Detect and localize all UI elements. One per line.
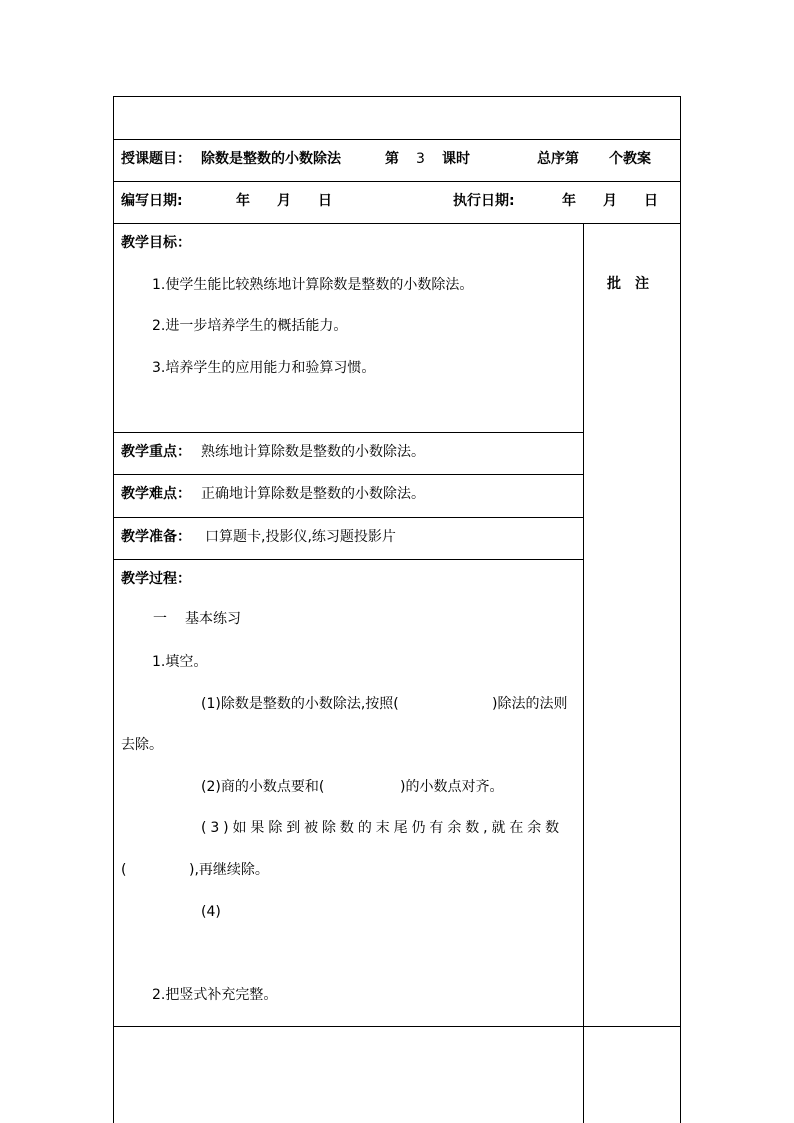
sequence-suffix: 个教案 (609, 151, 651, 167)
q1-1-text: (1)除数是整数的小数除法,按照( (201, 696, 399, 712)
section-title: 基本练习 (185, 611, 241, 627)
written-month: 月 (277, 193, 291, 209)
question-1: 1.填空。 (152, 654, 208, 670)
table-border-right (680, 96, 681, 1123)
row-divider (113, 223, 681, 224)
q1-2-text: (2)商的小数点要和( (201, 779, 325, 795)
objective-item: 1.使学生能比较熟练地计算除数是整数的小数除法。 (152, 277, 474, 293)
process-title: 教学过程： (121, 571, 191, 587)
exec-month: 月 (603, 193, 617, 209)
row-divider (113, 474, 583, 475)
q1-3-open: ( (121, 862, 127, 878)
written-year: 年 (236, 193, 250, 209)
q1-1-continuation: 去除。 (121, 737, 163, 753)
row-divider (113, 559, 583, 560)
row-divider (113, 181, 681, 182)
period-suffix: 课时 (442, 151, 470, 167)
annotation-label: 批 注 (607, 276, 649, 292)
q1-3-text: (3)如果除到被除数的末尾仍有余数,就在余数 (201, 820, 564, 836)
key-point-label: 教学重点： (121, 444, 191, 460)
written-day: 日 (318, 193, 332, 209)
row-divider (113, 139, 681, 140)
q1-1-text-end: )除法的法则 (492, 696, 568, 712)
section-number: 一 (153, 611, 167, 627)
exec-year: 年 (562, 193, 576, 209)
table-border-top (113, 96, 681, 97)
objective-item: 3.培养学生的应用能力和验算习惯。 (152, 360, 376, 376)
objectives-title: 教学目标： (121, 235, 191, 251)
period-number: 3 (416, 151, 425, 167)
exec-date-label: 执行日期: (453, 193, 515, 209)
exec-day: 日 (644, 193, 658, 209)
question-2: 2.把竖式补充完整。 (152, 987, 278, 1003)
lesson-plan-table (113, 96, 681, 1123)
period-prefix: 第 (385, 151, 399, 167)
objective-item: 2.进一步培养学生的概括能力。 (152, 318, 348, 334)
key-point-value: 熟练地计算除数是整数的小数除法。 (201, 444, 425, 460)
row-divider (113, 517, 583, 518)
sequence-prefix: 总序第 (537, 151, 579, 167)
q1-3-text-end: ),再继续除。 (189, 862, 269, 878)
row-divider (113, 432, 583, 433)
table-border-left (113, 96, 114, 1123)
row-divider (113, 1026, 681, 1027)
q1-2-text-end: )的小数点对齐。 (400, 779, 504, 795)
difficulty-value: 正确地计算除数是整数的小数除法。 (201, 486, 425, 502)
difficulty-label: 教学难点： (121, 486, 191, 502)
q1-4-text: (4) (201, 904, 221, 920)
preparation-value: 口算题卡,投影仪,练习题投影片 (205, 529, 396, 545)
topic-label: 授课题目： (121, 151, 191, 167)
written-date-label: 编写日期: (121, 193, 183, 209)
topic-value: 除数是整数的小数除法 (201, 151, 341, 167)
annotation-column-divider (583, 223, 584, 1123)
preparation-label: 教学准备： (121, 529, 191, 545)
